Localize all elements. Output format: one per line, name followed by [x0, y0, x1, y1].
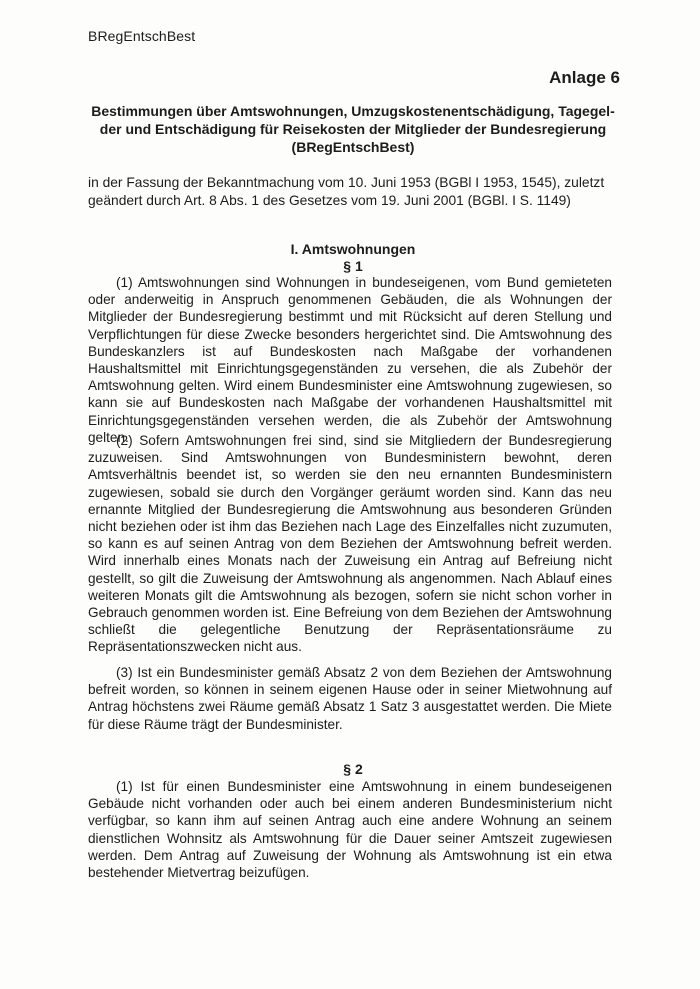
section-1-paragraph-3: (3) Ist ein Bundesminister gemäß Absatz 2 von dem Beziehen der Amtswohnung befreit worden, so können in seinem eigenen Hause oder in seiner Mietwohnung auf Antrag höchstens zwei Räume gemäß Absatz 1 Satz 3 ausgestattet werden. Die Miete für diese Räume trägt der Bundesminister.	[88, 665, 612, 732]
section-1-paragraph-2: (2) Sofern Amtswohnungen frei sind, sind sie Mitgliedern der Bundesregierung zuzuweisen. Sind Amtswohnungen von Bundesministern bewohnt, deren Amtsverhältnis beendet ist, so werden sie den neu ernannten Bundesministern zugewiesen, sobald sie durch den Vorgänger geräumt worden sind. Kann das neu ernannte Mitglied der Bundesregierung die Amtswohnung aus besonderen Gründen nicht beziehen oder ist ihm das Beziehen nach Lage des Einzelfalles nicht zuzumuten, so kann es auf seinen Antrag von dem Beziehen der Amtswohnung befreit werden. Wird innerhalb eines Monats nach der Zuweisung ein Antrag auf Befreiung nicht gestellt, so gilt die Zuweisung der Amtswohnung als angenommen. Nach Ablauf eines weiteren Monats gilt die Amtswohnung als bezogen, sofern sie nicht schon vorher in Gebrauch genommen worden ist. Eine Befreiung von dem Beziehen der Amtswohnung schließt die gelegentliche Benutzung der Repräsentationsräume zu Repräsentationszwecken nicht aus.	[88, 433, 612, 655]
document-abbreviation: BRegEntschBest	[88, 28, 196, 44]
title-line-3: (BRegEntschBest)	[291, 139, 415, 155]
part-heading: I. Amtswohnungen	[290, 241, 416, 257]
annex-label: Anlage 6	[549, 68, 620, 87]
document-title	[88, 102, 618, 156]
section-2-paragraph-1: (1) Ist für einen Bundesminister eine Amtswohnung in einem bundeseigenen Gebäude nicht vorhanden oder auch bei einem anderen Bundesministerium nicht verfügbar, so kann ihm auf seinen Antrag auch eine andere Wohnung an seinem dienstlichen Wohnsitz als Amtswohnung für die Dauer seiner Amtszeit zugewiesen werden. Dem Antrag auf Zuweisung der Wohnung als Amtswohnung ist ein etwa bestehender Mietvertrag beizufügen.	[88, 779, 612, 881]
version-note: in der Fassung der Bekanntmachung vom 10. Juni 1953 (BGBl I 1953, 1545), zuletzt geändert durch Art. 8 Abs. 1 des Gesetzes vom 19. Juni 2001 (BGBl. I S. 1149)	[88, 175, 605, 208]
section-1-label: § 1	[343, 258, 363, 274]
title-line-2: der und Entschädigung für Reisekosten der Mitglieder der Bundesregierung	[99, 121, 607, 137]
section-2-label: § 2	[343, 761, 363, 777]
section-1-paragraph-1: (1) Amtswohnungen sind Wohnungen in bundeseigenen, vom Bund gemieteten oder anderweitig in Anspruch genommenen Gebäuden, die als Wohnungen der Mitglieder der Bundesregierung bestimmt und mit Rücksicht auf deren Stellung und Verpflichtungen für diese Zwecke besonders hergerichtet sind. Die Amtswohnung des Bundeskanzlers ist auf Bundeskosten nach Maßgabe der vorhandenen Haushaltsmittel mit Einrichtungsgegenständen zu versehen, die als Zubehör der Amtswohnung gelten. Wird einem Bundesminister eine Amtswohnung zugewiesen, so kann sie auf Bundeskosten nach Maßgabe der vorhandenen Haushaltsmittel mit Einrichtungsgegenständen versehen werden, die als Zubehör der Amtswohnung gelten.	[88, 275, 612, 445]
title-line-1: Bestimmungen über Amtswohnungen, Umzugskostenentschädigung, Tagegel-	[91, 103, 615, 119]
